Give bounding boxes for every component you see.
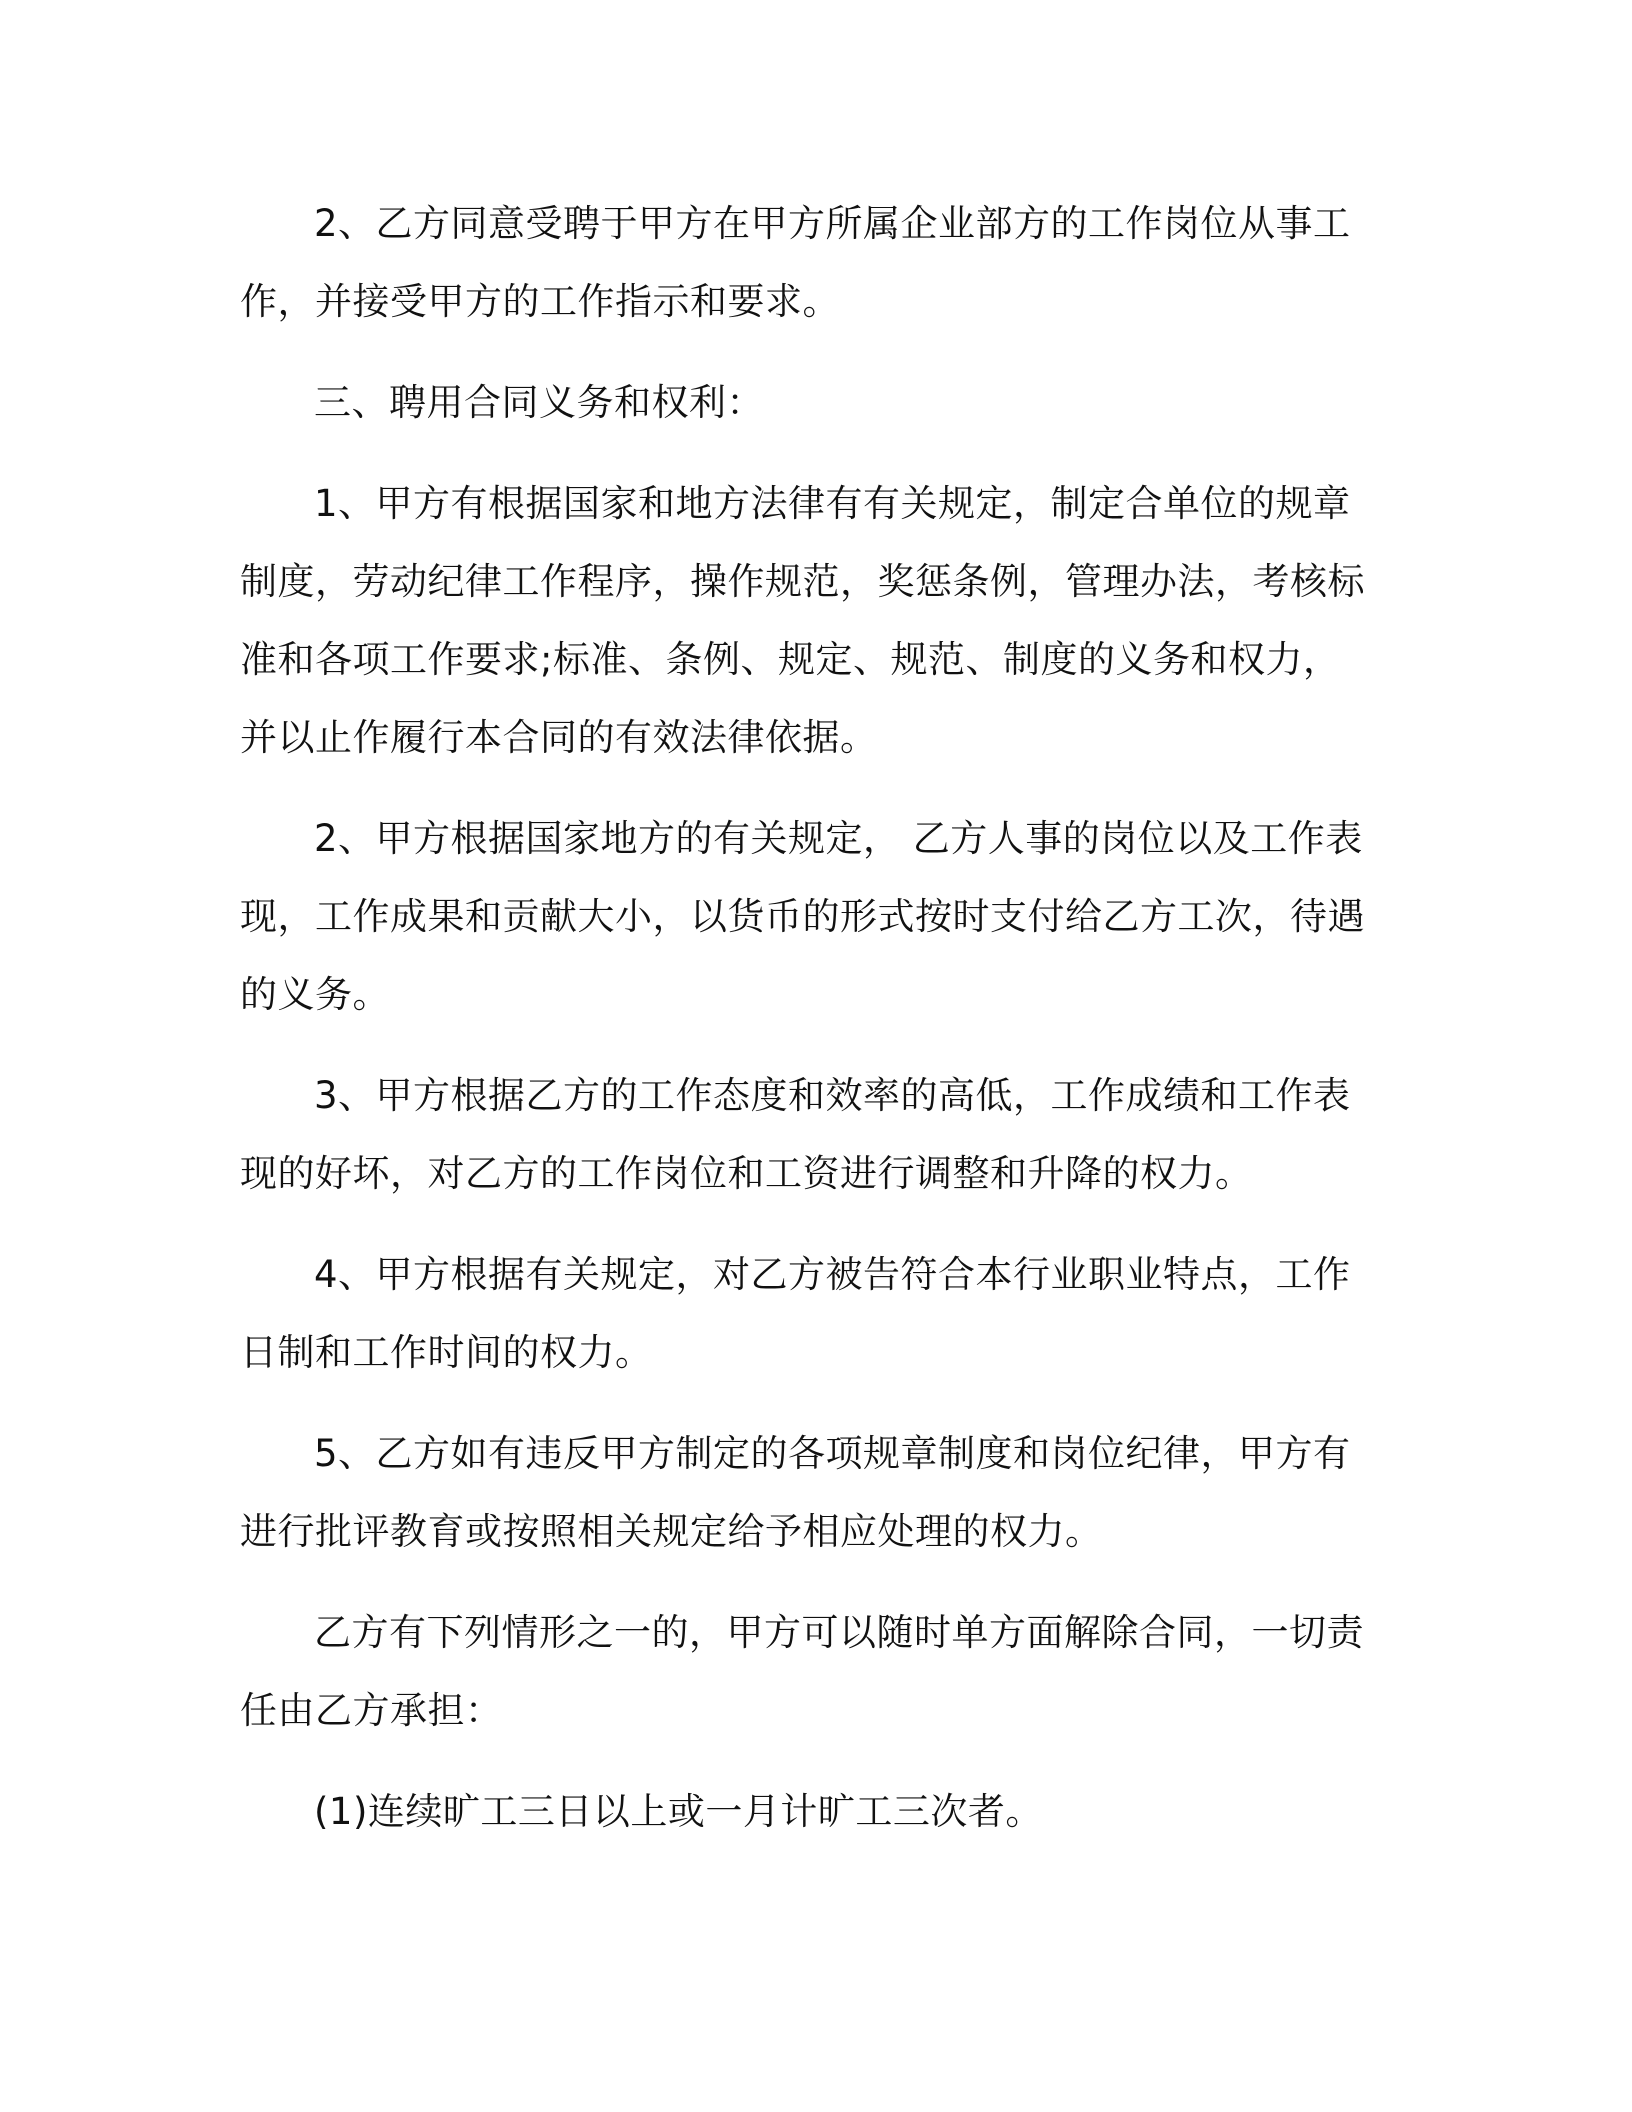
paragraph-rules-formulation: 1、甲方有根据国家和地方法律有有关规定，制定合单位的规章制度，劳动纪律工作程序，操作规范，奖惩条例，管理办法，考核标准和各项工作要求;标准、条例、规定、规范、制度的义务和权力，并以止作履行本合同的有效法律依据。 bbox=[240, 482, 1365, 759]
list-item-absenteeism: (1)连续旷工三日以上或一月计旷工三次者。 bbox=[314, 1790, 1043, 1833]
section-heading-obligations-rights: 三、聘用合同义务和权利： bbox=[314, 381, 764, 424]
document-body bbox=[240, 185, 1370, 1874]
paragraph-disciplinary-action: 5、乙方如有违反甲方制定的各项规章制度和岗位纪律，甲方有进行批评教育或按照相关规定给予相应处理的权力。 bbox=[240, 1432, 1351, 1553]
paragraph-work-schedule: 4、甲方根据有关规定，对乙方被告符合本行业职业特点，工作日制和工作时间的权力。 bbox=[240, 1253, 1351, 1374]
paragraph-salary-payment: 2、甲方根据国家地方的有关规定， 乙方人事的岗位以及工作表现，工作成果和贡献大小，以货币的形式按时支付给乙方工次，待遇的义务。 bbox=[240, 817, 1365, 1016]
paragraph-employment-acceptance: 2、乙方同意受聘于甲方在甲方所属企业部方的工作岗位从事工作，并接受甲方的工作指示和要求。 bbox=[240, 202, 1351, 323]
paragraph-position-adjustment: 3、甲方根据乙方的工作态度和效率的高低，工作成绩和工作表现的好坏，对乙方的工作岗位和工资进行调整和升降的权力。 bbox=[240, 1074, 1351, 1195]
paragraph-termination-conditions: 乙方有下列情形之一的，甲方可以随时单方面解除合同，一切责任由乙方承担： bbox=[240, 1611, 1364, 1732]
